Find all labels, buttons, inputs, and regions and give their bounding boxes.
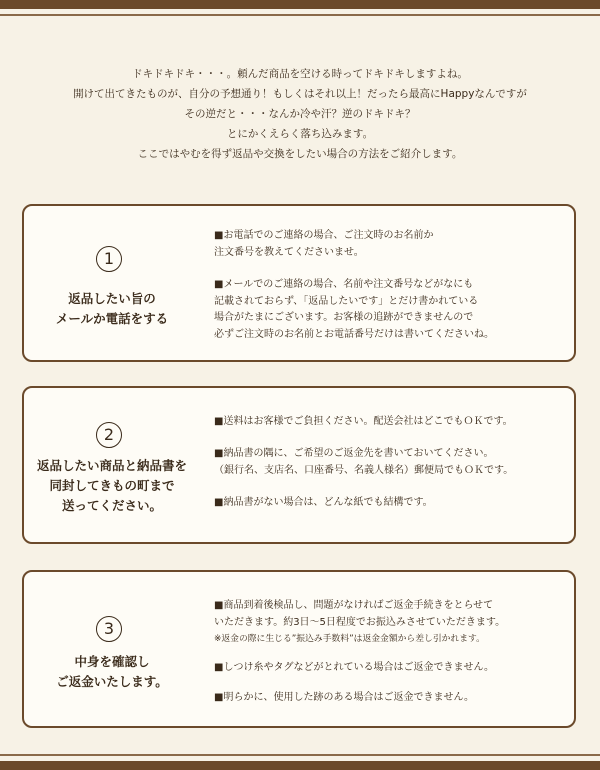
detail-line: ■お電話でのご連絡の場合、ご注文時のお名前か	[214, 230, 434, 241]
intro-line: 開けて出てきたものが、自分の予想通り！もしくはそれ以上！だったら最高にHappyなんですが	[73, 88, 527, 100]
detail-note: ※返金の際に生じる”振込み手数料”は返金金額から差し引かれます。	[214, 634, 485, 644]
intro-line: ここではやむを得ず返品や交換をしたい場合の方法をご紹介します。	[137, 148, 463, 160]
step-heading-line: ご返金いたします。	[56, 674, 168, 689]
detail-line: ■納品書がない場合は、どんな紙でも結構です。	[214, 497, 433, 508]
step-detail-item	[214, 277, 574, 343]
bottom-border-band	[0, 761, 600, 770]
intro-line: とにかくえらく落ち込みます。	[226, 128, 374, 140]
detail-line: ■送料はお客様でご負担ください。配送会社はどこでもＯＫです。	[214, 416, 513, 427]
step-number-badge: 3	[96, 616, 122, 642]
step-2-left	[24, 388, 214, 542]
step-heading-line: メールか電話をする	[55, 311, 169, 326]
detail-line: 場合がたまにございます。お客様の追跡ができませんので	[214, 312, 474, 323]
step-heading-line: 同封してきもの町まで	[49, 478, 175, 493]
intro-text	[0, 64, 600, 164]
step-heading	[24, 652, 200, 692]
step-detail-item	[214, 228, 574, 261]
step-heading-line: 返品したい旨の	[68, 291, 156, 306]
intro-line: その逆だと・・・なんか冷や汗？逆のドキドキ？	[184, 108, 416, 120]
step-2-box	[22, 386, 576, 544]
detail-line: ■しつけ糸やタグなどがとれている場合はご返金できません。	[214, 662, 495, 673]
step-detail-item	[214, 690, 574, 707]
step-heading	[24, 289, 200, 329]
step-detail-item	[214, 446, 574, 479]
step-3-left	[24, 572, 214, 726]
step-heading-line: 中身を確認し	[74, 654, 150, 669]
detail-line: 記載されておらず、「返品したいです」とだけ書かれている	[214, 295, 479, 307]
detail-line: 必ずご注文時のお名前とお電話番号だけは書いてくださいね。	[214, 328, 494, 340]
detail-line: ■明らかに、使用した跡のある場合はご返金できません。	[214, 692, 475, 703]
step-heading	[24, 456, 200, 516]
detail-line: 注文番号を教えてくださいませ。	[214, 246, 364, 258]
step-3-box	[22, 570, 576, 728]
step-detail-item	[214, 660, 574, 677]
step-detail-item	[214, 414, 574, 431]
step-heading-line: 送ってください。	[61, 498, 162, 513]
detail-line: ■商品到着後検品し、問題がなければご返金手続きをとらせて	[214, 600, 494, 611]
top-border-band	[0, 0, 600, 9]
detail-line: ■メールでのご連絡の場合、名前や注文番号などがなにも	[214, 279, 474, 290]
step-heading-line: 返品したい商品と納品書を	[36, 458, 187, 473]
top-border-line	[0, 14, 600, 16]
step-detail-item	[214, 495, 574, 512]
step-number-badge: 1	[96, 246, 122, 272]
step-1-box	[22, 204, 576, 362]
step-1-left	[24, 206, 214, 360]
bottom-border-line	[0, 754, 600, 756]
intro-line: ドキドキドキ・・・。頼んだ商品を空ける時ってドキドキしますよね。	[132, 68, 468, 80]
step-number-badge: 2	[96, 422, 122, 448]
detail-line: （銀行名、支店名、口座番号、名義人様名）郵便局でもＯＫです。	[214, 464, 514, 476]
step-detail-item	[214, 598, 574, 648]
detail-line: いただきます。約3日～5日程度でお振込みさせていただきます。	[214, 616, 506, 628]
detail-line: ■納品書の隅に、ご希望のご返金先を書いておいてください。	[214, 448, 494, 459]
